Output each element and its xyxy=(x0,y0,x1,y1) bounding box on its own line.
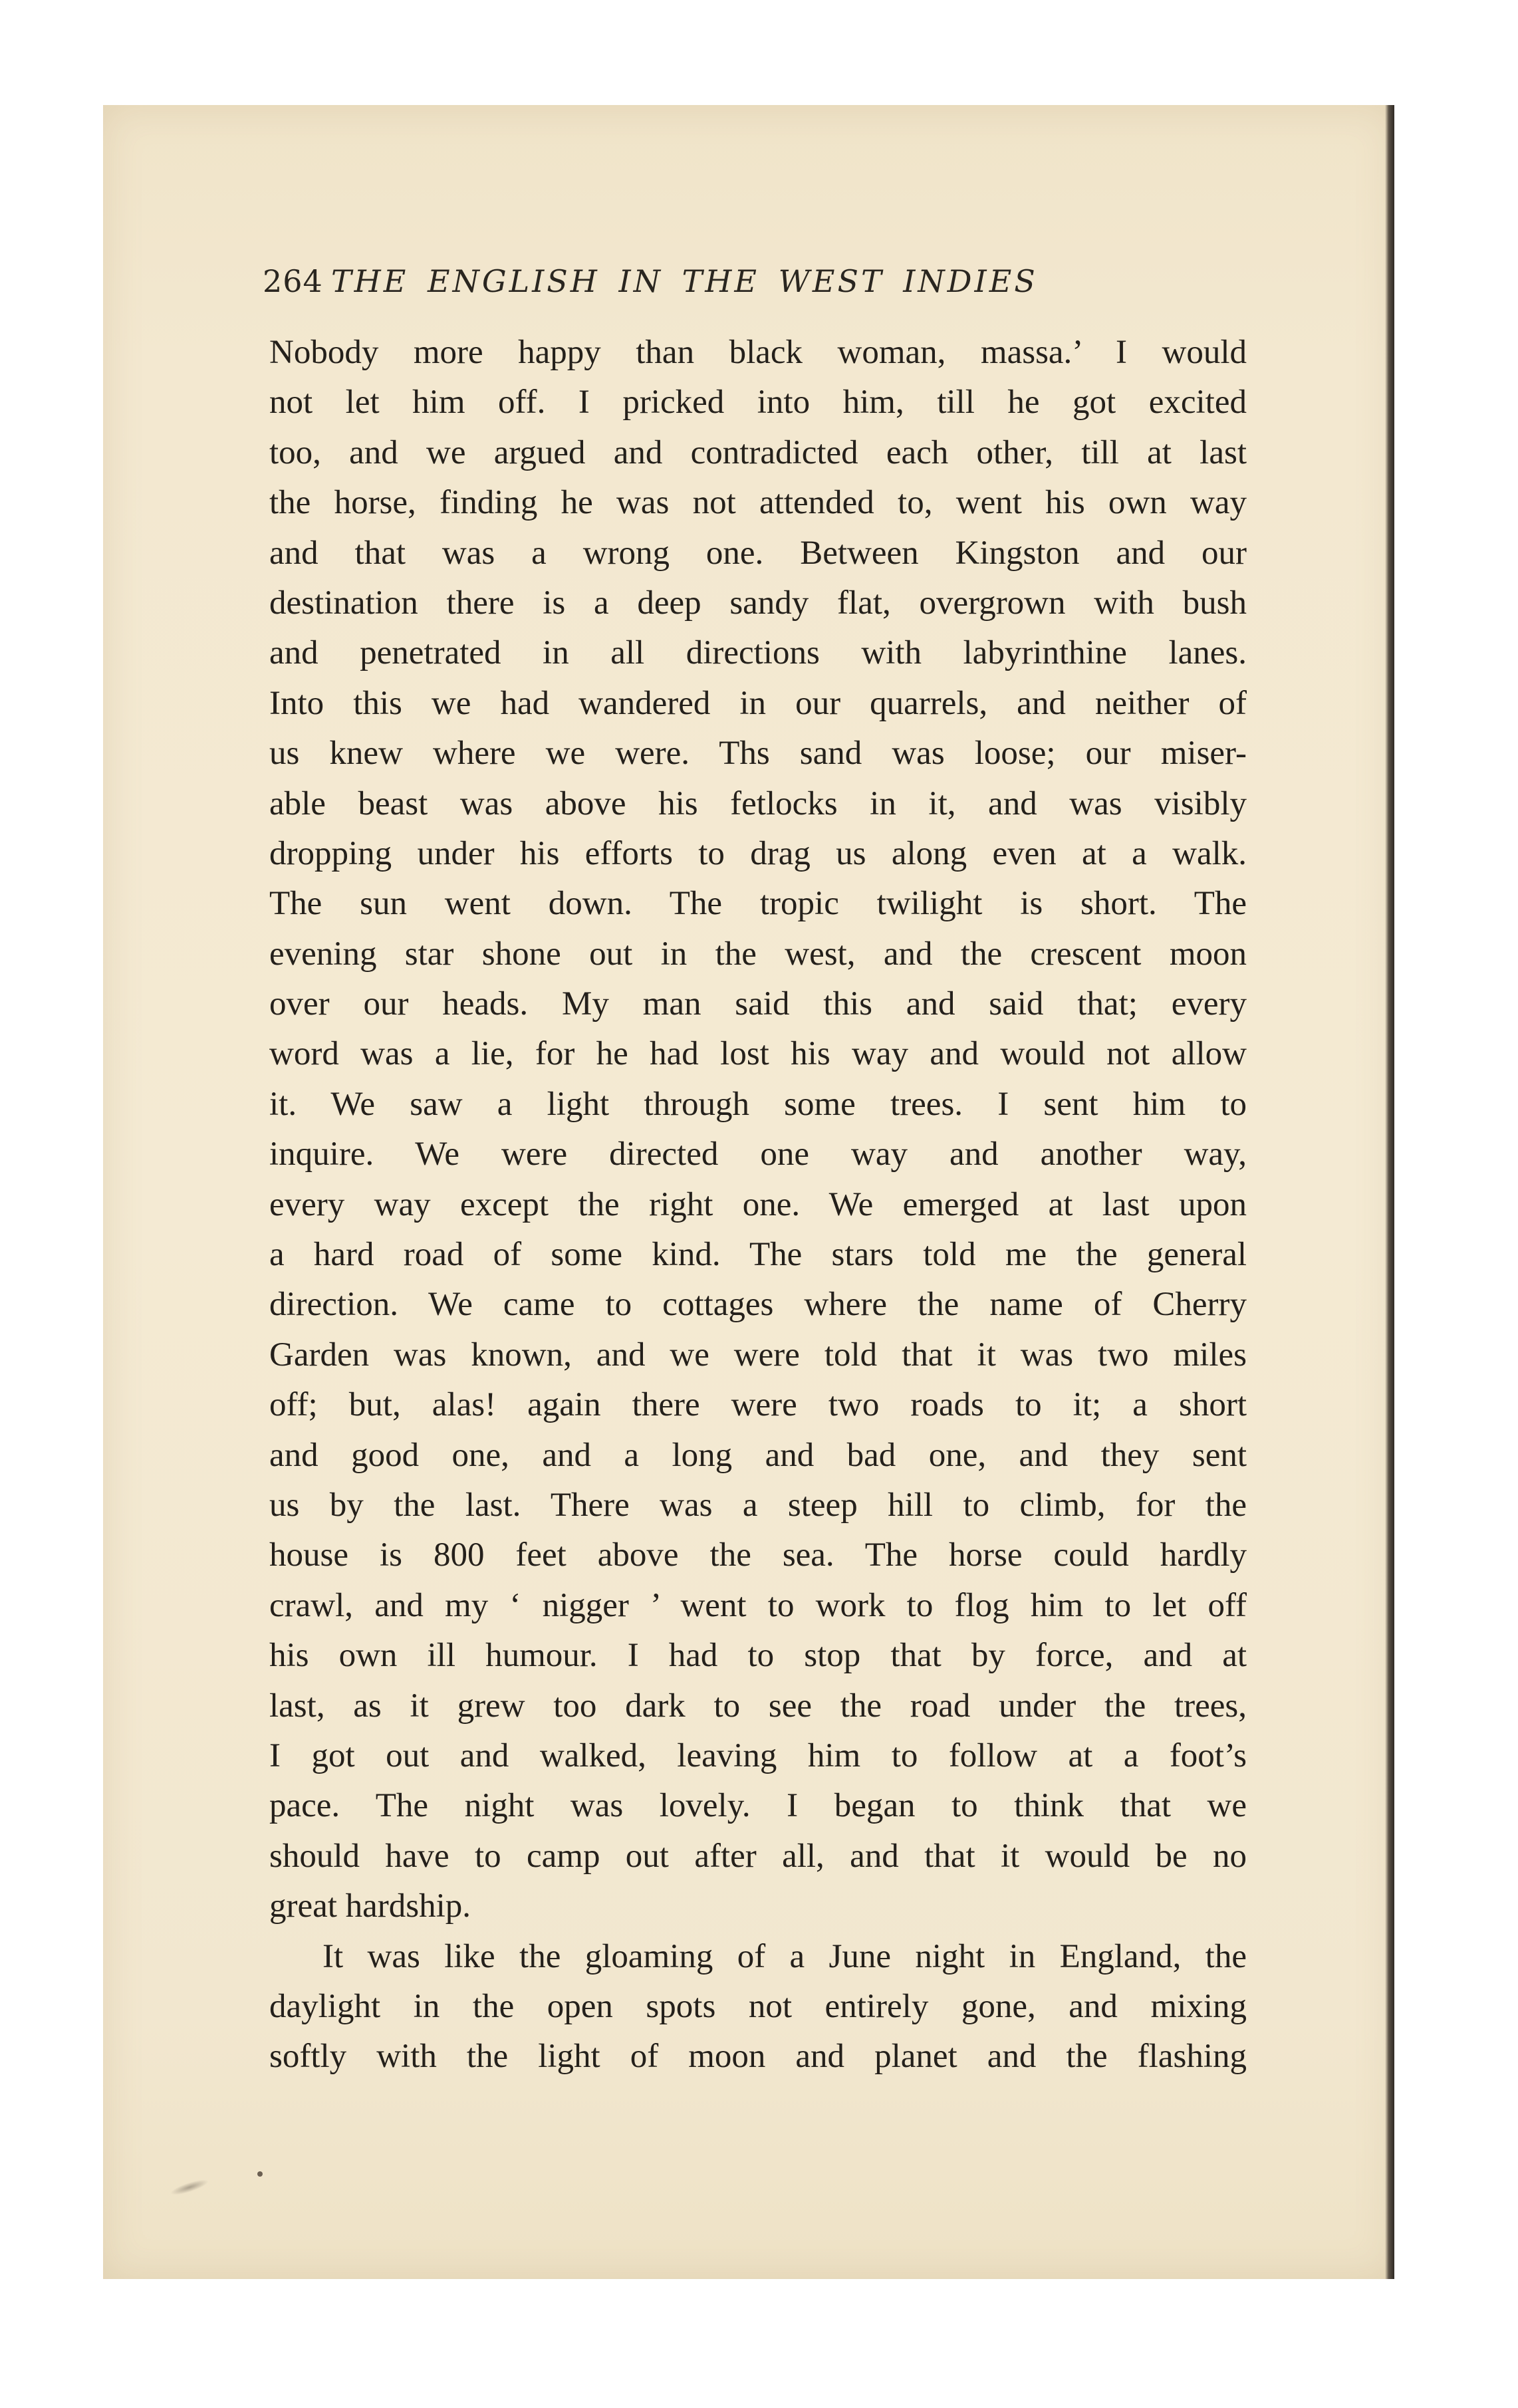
text-line: inquire. We were directed one way and another way, xyxy=(269,1136,1247,1173)
text-line: the horse, finding he was not attended to, went his own way xyxy=(269,484,1247,522)
text-line: Into this we had wandered in our quarrels, and neither of xyxy=(269,684,1247,722)
text-line: should have to camp out after all, and that it would be no xyxy=(269,1837,1247,1875)
page-ink-dot xyxy=(257,2171,263,2177)
text-line: dropping under his efforts to drag us along even at a walk. xyxy=(269,834,1247,872)
text-line: Nobody more happy than black woman, massa.’ I would xyxy=(269,334,1247,371)
text-line: crawl, and my ‘ nigger ’ went to work to flog him to let off xyxy=(269,1586,1247,1624)
text-line: last, as it grew too dark to see the road under the trees, xyxy=(269,1687,1247,1725)
text-line: and that was a wrong one. Between Kingston and our xyxy=(269,534,1247,572)
running-head: THE ENGLISH IN THE WEST INDIES xyxy=(331,263,1038,299)
text-line: every way except the right one. We emerged at last upon xyxy=(269,1185,1247,1223)
book-page xyxy=(103,105,1394,2279)
paragraph-start-line: It was like the gloaming of a June night in England, the xyxy=(322,1937,1247,1975)
text-line: daylight in the open spots not entirely gone, and mixing xyxy=(269,1987,1247,2025)
text-line: and penetrated in all directions with labyrinthine lanes. xyxy=(269,634,1247,672)
paragraph-end-line: great hardship. xyxy=(269,1887,471,1925)
text-line: it. We saw a light through some trees. I sent him to xyxy=(269,1085,1247,1123)
page-header xyxy=(263,258,1253,304)
text-line: and good one, and a long and bad one, and they sent xyxy=(269,1436,1247,1474)
text-line: us knew where we were. Ths sand was loose; our miser- xyxy=(269,735,1247,773)
text-line: us by the last. There was a steep hill to climb, for the xyxy=(269,1486,1247,1524)
text-line: off; but, alas! again there were two roads to it; a short xyxy=(269,1386,1247,1424)
text-line: softly with the light of moon and planet and the flashing xyxy=(269,2038,1247,2076)
text-line: word was a lie, for he had lost his way and would not allow xyxy=(269,1035,1247,1073)
page-smudge-mark xyxy=(169,2177,209,2198)
text-line: his own ill humour. I had to stop that by force, and at xyxy=(269,1637,1247,1675)
text-line: able beast was above his fetlocks in it, and was visibly xyxy=(269,784,1247,822)
text-line: I got out and walked, leaving him to follow at a foot’s xyxy=(269,1737,1247,1774)
text-line: too, and we argued and contradicted each other, till at last xyxy=(269,433,1247,471)
body-text xyxy=(269,328,1247,2082)
page-edge-shadow xyxy=(1385,105,1394,2279)
text-line: over our heads. My man said this and said that; every xyxy=(269,985,1247,1023)
text-line: destination there is a deep sandy flat, overgrown with bush xyxy=(269,584,1247,622)
text-line: not let him off. I pricked into him, till he got excited xyxy=(269,384,1247,421)
text-line: a hard road of some kind. The stars told me the general xyxy=(269,1236,1247,1274)
text-line: direction. We came to cottages where the name of Cherry xyxy=(269,1286,1247,1324)
text-line: Garden was known, and we were told that it was two miles xyxy=(269,1336,1247,1374)
text-line: evening star shone out in the west, and the crescent moon xyxy=(269,935,1247,973)
text-line: house is 800 feet above the sea. The horse could hardly xyxy=(269,1536,1247,1574)
page-number: 264 xyxy=(263,263,323,299)
text-line: The sun went down. The tropic twilight is short. The xyxy=(269,885,1247,923)
text-line: pace. The night was lovely. I began to think that we xyxy=(269,1787,1247,1825)
